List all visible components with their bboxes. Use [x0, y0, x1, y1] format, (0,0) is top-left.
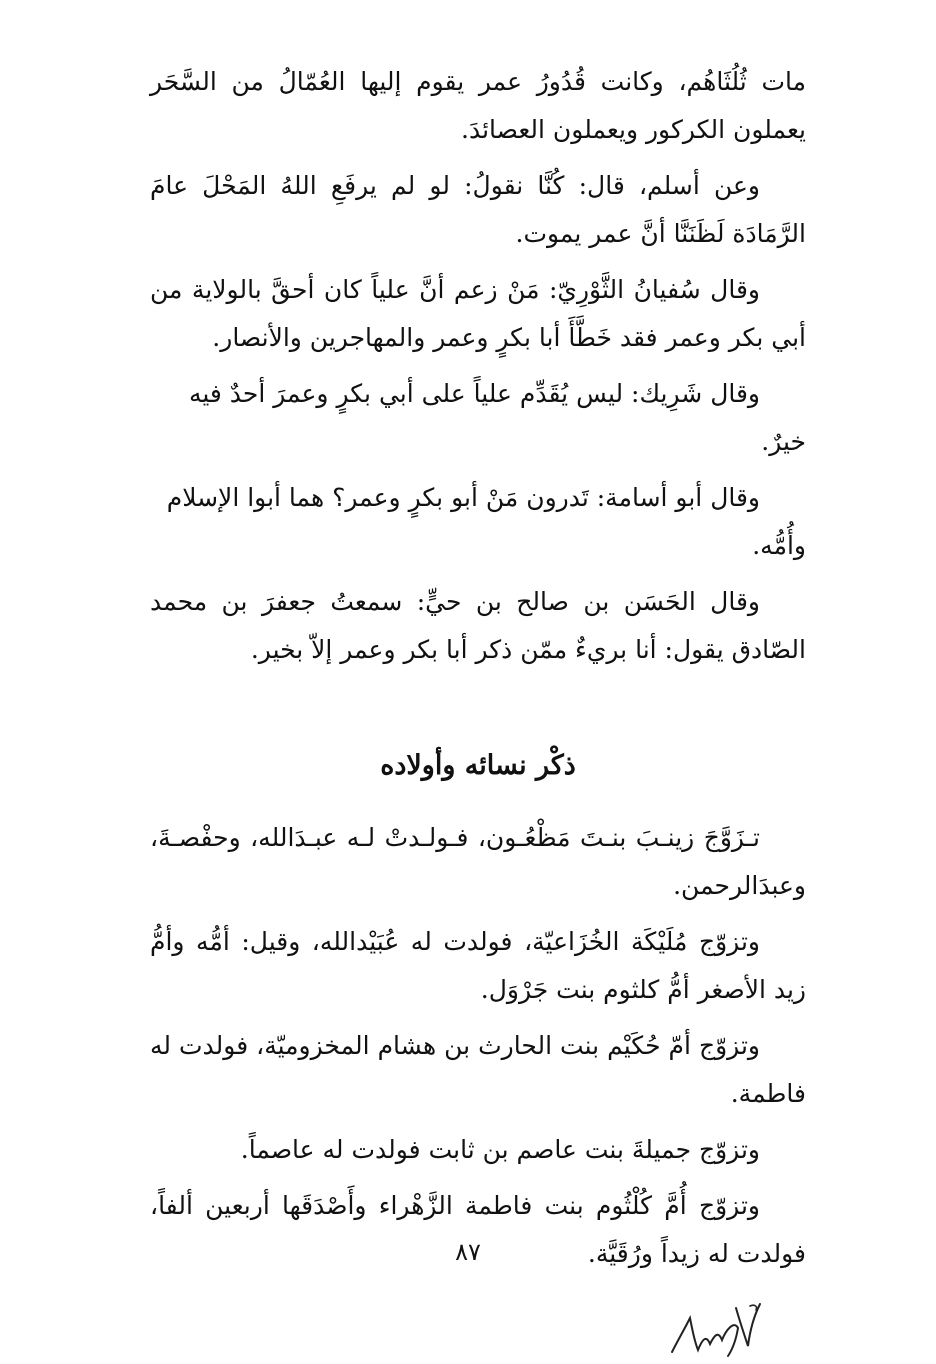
paragraph: وعن أسلم، قال: كُنَّا نقولُ: لو لم يرفَعِ اللهُ المَحْلَ عامَ الرَّمَادَة لَظَنَنَّا أنَّ عمر يموت.: [150, 171, 806, 248]
paragraph: وتزوّج جميلةَ بنت عاصم بن ثابت فولدت له عاصماً.: [240, 1135, 760, 1164]
paragraph: مات ثُلُثَاهُم، وكانت قُدُورُ عمر يقوم إليها العُمّالُ من السَّحَر يعملون الكركور ويعملون العصائدَ.: [150, 67, 806, 144]
page-body: [150, 58, 806, 1286]
paragraph: وقال الحَسَن بن صالح بن حيٍّ: سمعتُ جعفرَ بن محمد الصّادق يقول: أنا بريءٌ ممّن ذكر أبا بكر وعمر إلاّ بخير.: [150, 587, 806, 664]
signature-mark: [664, 1300, 764, 1362]
paragraph: وقال سُفيانُ الثَّوْرِيّ: مَنْ زعم أنَّ علياً كان أحقَّ بالولاية من أبي بكر وعمر فقد خَطَّأَ أبا بكرٍ وعمر والمهاجرين والأنصار.: [150, 275, 806, 352]
section-title: ذكْر نسائه وأولاده: [380, 750, 576, 781]
paragraph: وقال شَرِيك: ليس يُقَدِّم علياً على أبي بكرٍ وعمرَ أحدٌ فيه خيرٌ.: [188, 379, 806, 456]
paragraph: وقال أبو أسامة: تَدرون مَنْ أبو بكرٍ وعمر؟ هما أبوا الإسلام وأُمُّه.: [166, 483, 806, 560]
paragraph: وتزوّج مُلَيْكَة الخُزَاعيّة، فولدت له عُبَيْدالله، وقيل: أمُّه وأمُّ زيد الأصغر أمُّ كلثوم بنت جَرْوَل.: [150, 927, 806, 1004]
paragraph: وتزوّج أمّ حُكَيْم بنت الحارث بن هشام المخزوميّة، فولدت له فاطمة.: [150, 1031, 806, 1108]
paragraph: وتزوّج أُمَّ كُلْثُوم بنت فاطمة الزَّهْراء وأَصْدَقَها أربعين ألفاً، فولدت له زيداً ورُقَيَّة.: [150, 1191, 806, 1268]
paragraph: تـزَوَّجَ زينـبَ بنـتَ مَظْعُـون، فـولـدتْ لـه عبـدَالله، وحفْصـةَ، وعبدَالرحمن.: [150, 823, 806, 900]
page-number: ٨٧: [455, 1238, 481, 1266]
